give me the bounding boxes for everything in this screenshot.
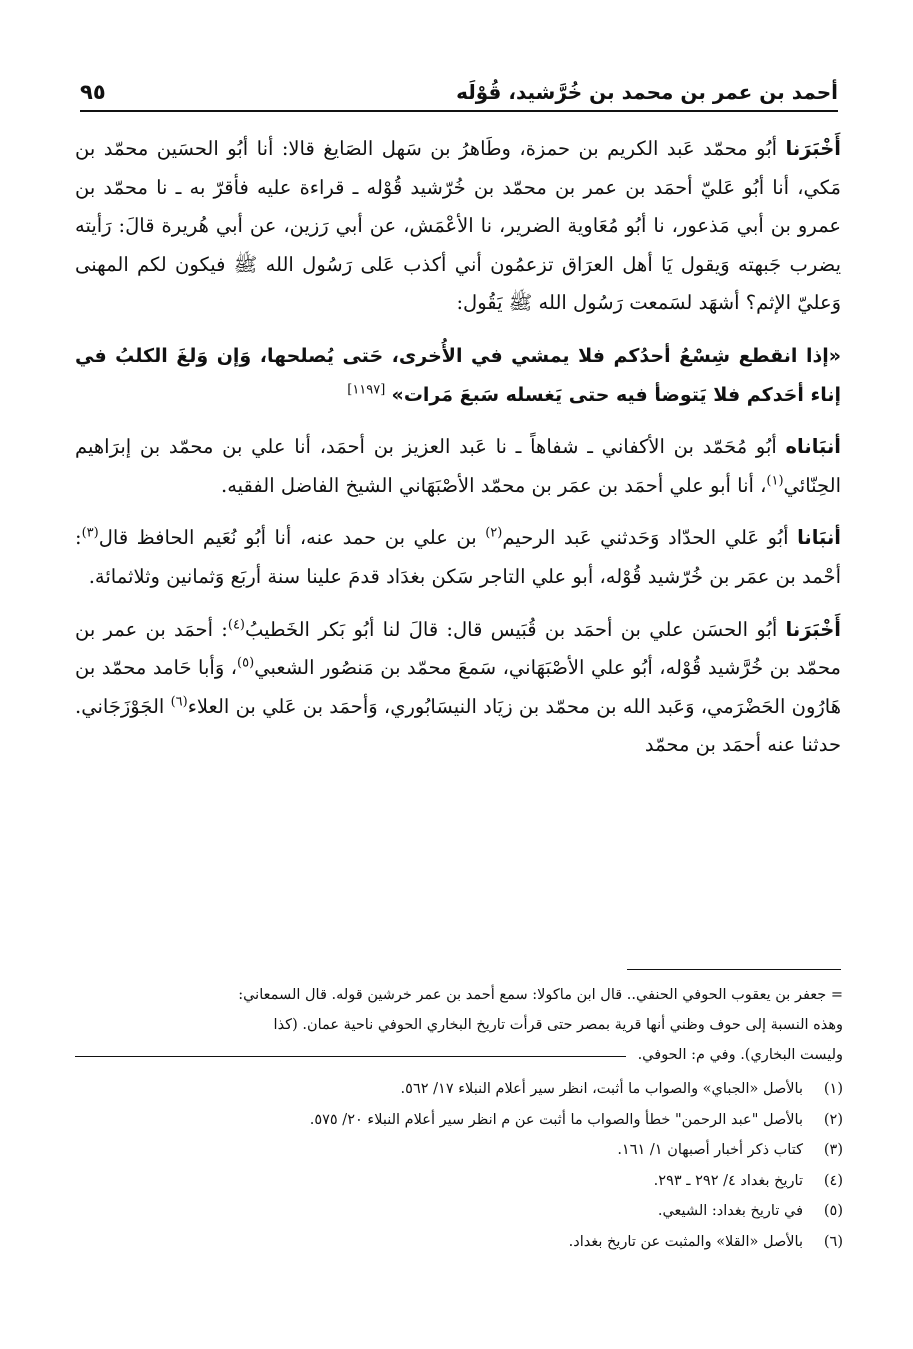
page-header	[80, 68, 838, 112]
paragraph-text: ، وَأبا حَامد محمّد بن هَارُون الحَضْرَمي، وَعَبد الله بن محمّد بن زيَاد النيسَابُوري، وَأحمَد بن عَلي بن العلاء	[75, 656, 842, 718]
footnote-text: في تاريخ بغداد: الشيعي.	[657, 1203, 803, 1219]
footnote-separator	[627, 969, 841, 970]
footnotes	[75, 980, 843, 1257]
footnote-list	[75, 1074, 843, 1257]
footnote-item	[75, 1166, 843, 1197]
footnote-continuation-end	[75, 1040, 843, 1070]
footnote-marker-5[interactable]: (٥)	[237, 655, 255, 671]
footnote-number: (١)	[823, 1081, 843, 1097]
paragraph-text: أبُو مُحَمّد بن الأكفاني ـ شفاهاً ـ نا عَبد العزيز بن أحمَد، أنا علي بن محمّد بن إبرَاهيم الحِنّائي	[75, 435, 841, 497]
paragraph-text: أبُو الحسَن علي بن أحمَد بن قُبَيس قال: قالَ لنا أبُو بَكر الخَطيبُ	[245, 617, 786, 641]
footnote-text: تاريخ بغداد ٤/ ٢٩٢ ـ ٢٩٣.	[653, 1172, 803, 1189]
paragraph-text: : أحمَد بن عمر بن محمّد بن خُرَّشيد قُوْله، أبُو علي الأصْبَهَاني، سَمعَ محمّد بن مَنصُور الشعبي	[75, 617, 841, 680]
footnote-marker-6[interactable]: (٦)	[170, 694, 188, 710]
footnote-number: (٤)	[823, 1172, 843, 1189]
hadith-reference-number: [١١٩٧]	[347, 382, 386, 398]
transmission-lead: أنبَانا	[797, 526, 841, 550]
paragraph-text: الجَوْزَجَاني. حدثنا عنه أحمَد بن محمّد	[75, 694, 841, 757]
footnote-marker-4[interactable]: (٤)	[227, 617, 245, 633]
footnote-continuation-line: وهذه النسبة إلى حوف وظني أنها قرية بمصر حتى قرأت تاريخ البخاري الحوفي ناحية عمان. (كذا	[273, 1017, 843, 1033]
footnote-text: بالأصل «الجباي» والصواب ما أثبت، انظر سير أعلام النبلاء ١٧/ ٥٦٢.	[400, 1081, 803, 1097]
footnote-number: (٥)	[823, 1203, 843, 1219]
footnote-text: بالأصل «القلا» والمثبت عن تاريخ بغداد.	[568, 1233, 803, 1250]
footnote-item	[75, 1227, 843, 1258]
transmission-lead: أَخْبَرَنا	[785, 137, 841, 160]
footnote-text: بالأصل "عبد الرحمن" خطأ والصواب ما أثبت عن م انظر سير أعلام النبلاء ٢٠/ ٥٧٥.	[309, 1111, 803, 1128]
footnote-continuation-line: وليست البخاري). وفي م: الحوفي.	[637, 1047, 843, 1063]
running-head: أحمد بن عمر بن محمد بن خُرَّشيد، قُوْلَه	[456, 80, 838, 104]
transmission-lead: أَخْبَرَنا	[785, 617, 841, 641]
footnote-marker-2[interactable]: (٢)	[485, 525, 503, 541]
footnote-item	[75, 1135, 843, 1166]
paragraph-3	[75, 428, 841, 505]
paragraph-5	[75, 611, 841, 765]
footnote-continuation	[75, 980, 843, 1070]
footnote-number: (٣)	[823, 1142, 843, 1158]
continuation-rule	[75, 1056, 626, 1057]
transmission-lead: أنبَاناه	[785, 435, 841, 459]
hadith-text	[75, 337, 841, 414]
paragraph-text: : أحْمد بن عمَر بن خُرّشيد قُوْله، أبو علي التاجر سَكن بغدَاد قدمَ علينا سنة أربَع وَثمانين وثلاثمائة.	[75, 526, 841, 588]
footnote-item	[75, 1074, 843, 1105]
main-text	[75, 130, 841, 779]
paragraph-text: بن علي بن حمد عنه، أنا أبُو نُعَيم الحافظ قال	[98, 526, 486, 550]
paragraph-text: أبُو محمّد عَبد الكريم بن حمزة، وطَاهرُ بن سَهل الصَايغ قالا: أنا أبُو الحسَين محمّد بن مَكي، أنا أبُو عَليّ أحمَد بن عمر بن محمّد بن خُرّشيد قُوْله ـ قراءة عليه فأقرّ به ـ نا محمّد بن عمرو بن أبي مَذعور، نا أبُو مُعَاوية الضرير، نا الأعْمَش، عن أبي رَزين، عن أبي هُريرة قالَ: رَأيته يضرب جَبهته وَيقول يَا أهل العرَاق تزعمُون أني أكذب عَلى رَسُول الله ﷺ فيكون لكم المهنى وَعليّ الإثم؟ أشهَد لسَمعت رَسُول الله ﷺ يَقُول:	[75, 137, 841, 315]
footnote-marker-1[interactable]: (١)	[766, 473, 784, 489]
paragraph-text: ، أنا أبو علي أحمَد بن عمَر بن محمّد الأصْبَهَاني الشيخ الفاضل الفقيه.	[221, 473, 767, 497]
paragraph-text: أبُو عَلي الحدّاد وَحَدثني عَبد الرحيم	[502, 526, 798, 550]
footnote-text: كتاب ذكر أخبار أصبهان ١/ ١٦١.	[617, 1142, 803, 1158]
footnote-number: (٢)	[823, 1111, 843, 1128]
paragraph-4	[75, 519, 841, 596]
footnote-continuation-line: = جعفر بن يعقوب الحوفي الحنفي.. قال ابن ماكولا: سمع أحمد بن عمر خرشين قوله. قال السمعاني:	[238, 987, 843, 1003]
footnote-number: (٦)	[823, 1233, 843, 1250]
paragraph-1	[75, 130, 841, 323]
hadith-quote: «إذا انقطع شِسْعُ أحدُكم فلا يمشي في الأُخرى، حَتى يُصلحها، وَإن وَلغَ الكلبُ في إناء أحَدكم فلا يَتوضأ فيه حتى يَغسله سَبعَ مَرات»	[75, 344, 841, 406]
footnote-marker-3[interactable]: (٣)	[81, 525, 99, 541]
footnote-item	[75, 1196, 843, 1227]
page-number: ٩٥	[80, 80, 106, 104]
footnote-item	[75, 1105, 843, 1136]
